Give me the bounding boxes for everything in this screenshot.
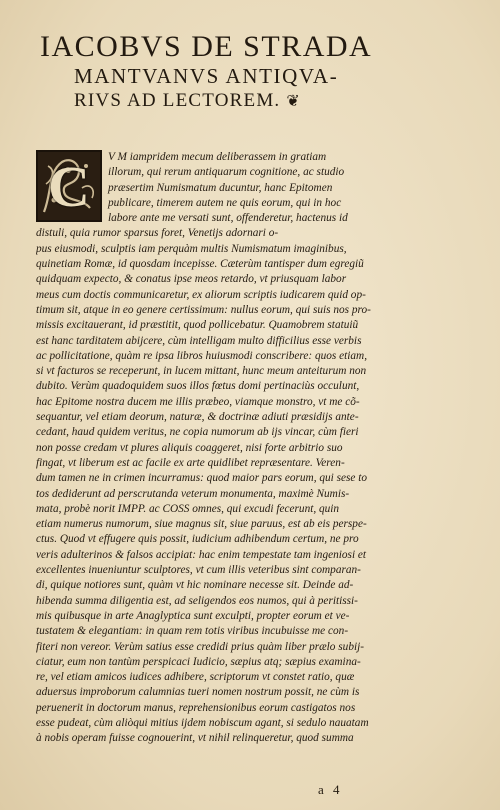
body-line: est hanc tarditatem abijcere, cùm intelligam multo difficilius esse verbis: [36, 334, 362, 347]
body-line: meus cum doctis communicaretur, ex aliorum scriptis iudicarem quid op-: [36, 288, 366, 301]
body-line: illorum, qui rerum antiquarum cognitione, ac studio: [108, 166, 345, 179]
body-line: di, quique notiores sunt, quàm vt hic nominare necesse sit. Deinde ad-: [36, 579, 354, 592]
body-line: ac pollicitatione, quàm re ipsa libros huiusmodi conscribere: quos etiam,: [36, 349, 368, 362]
body-line: hac Epitome nostra ducem me illis præbeo, viamque monstro, vt me cõ-: [36, 395, 360, 408]
body-line: cedant, haud quidem veritus, ne copia numorum ab ijs vincar, cùm fieri: [36, 426, 359, 439]
body-line: sequantur, vel etiam deorum, naturæ, & doctrinæ adiuti præsidijs ante-: [36, 411, 359, 424]
signature-mark: a 4: [318, 782, 343, 797]
body-line: ciatur, eum non tantùm perspicaci Iudicio, sæpius atq; sæpius examina-: [36, 655, 361, 668]
body-line: dubito. Verùm quadoquidem suos illos fœtus domi pertinaciùs occulunt,: [36, 380, 360, 393]
body-line: hibenda summa diligentia est, ad seligendos eos numos, qui à peritissi-: [36, 594, 358, 607]
body-line: præsertim Numismatum ducuntur, hanc Epitomen: [108, 181, 333, 194]
body-line: mis quibusque in arte Anaglyptica sunt exculpti, propter eorum et ve-: [36, 609, 350, 622]
body-line: esse pudeat, cùm aliòqui mitius ijdem nobiscum agant, si sedulo nauatam: [36, 716, 369, 729]
body-line: veris adulterinos & falsos accipiat: hac enim tempestate tam ingeniosi et: [36, 548, 367, 561]
heading-line-1: IACOBVS DE STRADA: [40, 30, 373, 63]
body-line: excellentes inueniuntur sculptores, vt cum illis veteribus sint comparan-: [36, 564, 361, 577]
heading-line-2: MANTVANVS ANTIQVA-: [74, 64, 339, 88]
body-text: [36, 150, 404, 747]
fleuron-icon: ❦: [286, 93, 301, 111]
body-line: quinetiam Romæ, id quosdam incepisse. Cæterùm tantisper dum egregiũ: [36, 258, 364, 271]
body-line: fiteri non vereor. Verùm satius esse credidi prius quàm liber prælo subij-: [36, 640, 365, 653]
body-line: etiam numerus numorum, siue magnus sit, siue paruus, est ab eis perspe-: [36, 518, 367, 531]
heading-line-3: [74, 89, 440, 113]
body-line: tustatem & elegantiam: in quam rem totis viribus incubuisse me con-: [36, 625, 349, 638]
body-line: tos dediderunt ad perscrutanda veterum monumenta, maximè Numis-: [36, 487, 350, 500]
body-line: peruenerit in doctorum manus, reprehensionibus eorum castigatos nos: [36, 701, 356, 714]
body-line: timum sit, atque in eo genere certissimum: nullus eorum, qui suis nos pro-: [36, 303, 371, 316]
page-heading: [40, 30, 440, 113]
body-line: dum tamen ne in crimen incurramus: quod maior pars eorum, qui sese to: [36, 472, 368, 485]
body-line: à nobis operam fuisse cognouerint, vt nihil relinqueretur, quod summa: [36, 732, 354, 745]
body-line: aduersus improborum calumnias tueri nomen nostrum possit, ne cùm is: [36, 686, 360, 699]
body-line: publicare, timerem autem ne quis eorum, qui in hoc: [108, 196, 342, 209]
body-line: distuli, quia rumor sparsus foret, Venetijs adornari o-: [36, 227, 279, 240]
body-line: non posse credam vt plures aliquis coaggeret, nisi forte arbitrio suo: [36, 441, 343, 454]
body-line: pus eiusmodi, sculptis iam perquàm multis Numismatum imaginibus,: [36, 242, 347, 255]
body-line: mata, probè norit IMPP. ac COSS omnes, qui excudi fecerunt, quin: [36, 502, 340, 515]
body-line: si vt facturos se receperunt, in lucem mittant, hunc meum anteiturum non: [36, 365, 367, 378]
body-line: missis excitauerant, id præstitit, quod pollicebatur. Quamobrem statuiũ: [36, 319, 359, 332]
heading-line-3-text: RIVS AD LECTOREM.: [74, 90, 281, 111]
body-line: labore ante me versati sunt, offenderetur, hactenus id: [108, 212, 348, 225]
body-line: ctus. Quod vt effugere quis possit, iudicium adhibendum certum, ne pro: [36, 533, 359, 546]
body-line: fingat, vt liberum est ac facile ex arte quidlibet repræsentare. Veren-: [36, 456, 345, 469]
body-line: V M iampridem mecum deliberassem in gratiam: [108, 151, 327, 163]
body-line: quidquam expecto, & conatus ipse meos retardo, vt priusquam labor: [36, 273, 347, 286]
body-line: re, vel etiam amicos iudices adhibere, scriptorum vt constet ratio, quæ: [36, 671, 355, 684]
initial-letter: C: [48, 153, 90, 219]
